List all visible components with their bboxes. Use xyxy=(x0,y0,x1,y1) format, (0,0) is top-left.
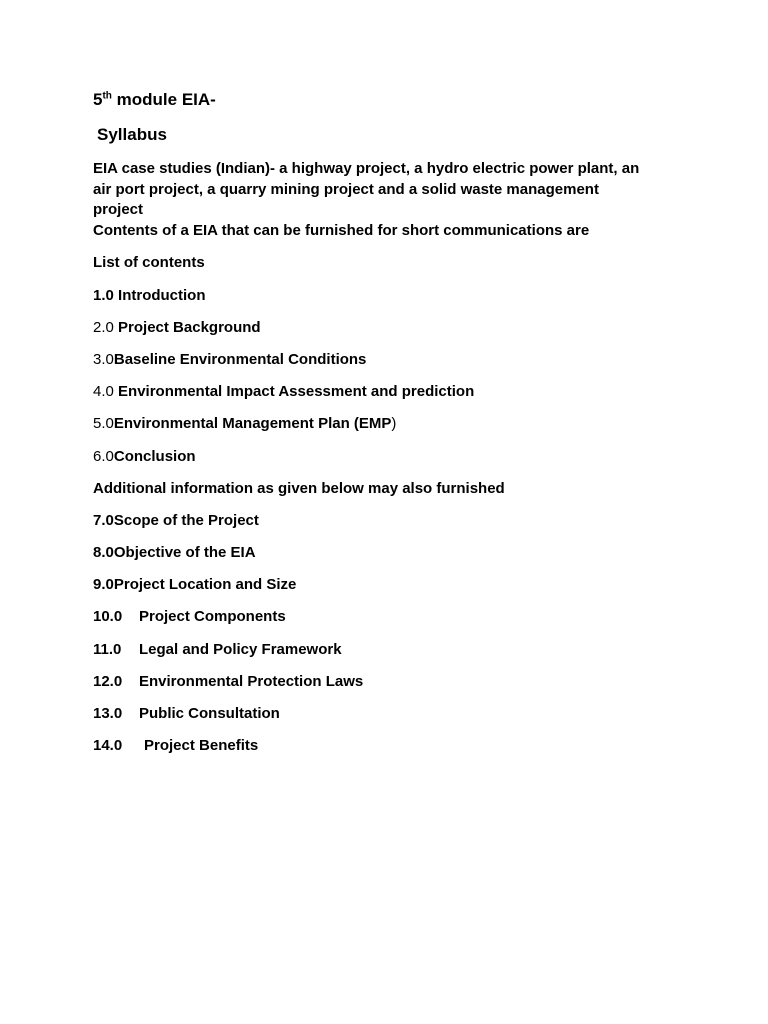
item-text: Project Location and Size xyxy=(113,576,297,593)
item-number: 12.0 xyxy=(93,673,123,690)
list-item-legal-framework xyxy=(93,640,342,660)
list-item-management-plan xyxy=(93,414,396,434)
list-item-conclusion xyxy=(93,447,196,467)
item-number: 6.0 xyxy=(93,448,114,465)
item-number: 11.0 xyxy=(93,641,122,658)
title-superscript: th xyxy=(102,90,112,102)
item-number: 1.0 xyxy=(93,287,119,304)
additional-info-heading: Additional information as given below may also furnished xyxy=(93,480,505,497)
case-studies-line-2: air port project, a quarry mining project and a solid waste management xyxy=(93,181,599,198)
item-number: 5.0 xyxy=(93,415,114,432)
item-text: Environmental Management Plan (EMP xyxy=(113,415,392,432)
list-item-impact-assessment xyxy=(93,382,474,402)
title-text: module EIA- xyxy=(111,90,216,109)
list-item-project-benefits xyxy=(93,736,258,756)
item-text: Conclusion xyxy=(113,448,196,465)
item-number: 3.0 xyxy=(93,351,114,368)
list-item-protection-laws xyxy=(93,672,363,692)
contents-intro: Contents of a EIA that can be furnished for short communications are xyxy=(93,222,590,239)
item-text: Legal and Policy Framework xyxy=(139,641,342,658)
syllabus-heading: Syllabus xyxy=(97,125,167,144)
item-text-tail: ) xyxy=(391,415,397,432)
item-text: Environmental Impact Assessment and prediction xyxy=(118,383,475,400)
item-number: 14.0 xyxy=(93,737,123,754)
item-text: Objective of the EIA xyxy=(113,544,256,561)
case-studies-line-3: project xyxy=(93,201,144,218)
item-text: Project Benefits xyxy=(144,737,259,754)
case-studies-line-1: EIA case studies (Indian)- a highway project, a hydro electric power plant, an xyxy=(93,160,640,177)
list-item-scope xyxy=(93,511,259,531)
list-item-project-background xyxy=(93,318,261,338)
item-number: 7.0 xyxy=(93,512,114,529)
list-heading: List of contents xyxy=(93,254,205,271)
item-number: 10.0 xyxy=(93,608,123,625)
title-number: 5 xyxy=(93,90,103,109)
item-text: Baseline Environmental Conditions xyxy=(113,351,367,368)
list-item-objective xyxy=(93,543,256,563)
item-text: Project Components xyxy=(139,608,286,625)
list-item-baseline-conditions xyxy=(93,350,366,370)
item-text: Public Consultation xyxy=(139,705,280,722)
item-text: Introduction xyxy=(118,287,206,304)
list-item-introduction xyxy=(93,286,206,306)
item-text: Scope of the Project xyxy=(113,512,259,529)
list-item-components xyxy=(93,607,286,627)
item-number: 2.0 xyxy=(93,319,119,336)
list-item-public-consultation xyxy=(93,704,280,724)
document-title xyxy=(93,89,216,111)
item-number: 8.0 xyxy=(93,544,114,561)
item-number: 4.0 xyxy=(93,383,119,400)
item-number: 13.0 xyxy=(93,705,123,722)
item-text: Environmental Protection Laws xyxy=(139,673,364,690)
item-number: 9.0 xyxy=(93,576,114,593)
item-text: Project Background xyxy=(118,319,261,336)
list-item-location-size xyxy=(93,575,296,595)
